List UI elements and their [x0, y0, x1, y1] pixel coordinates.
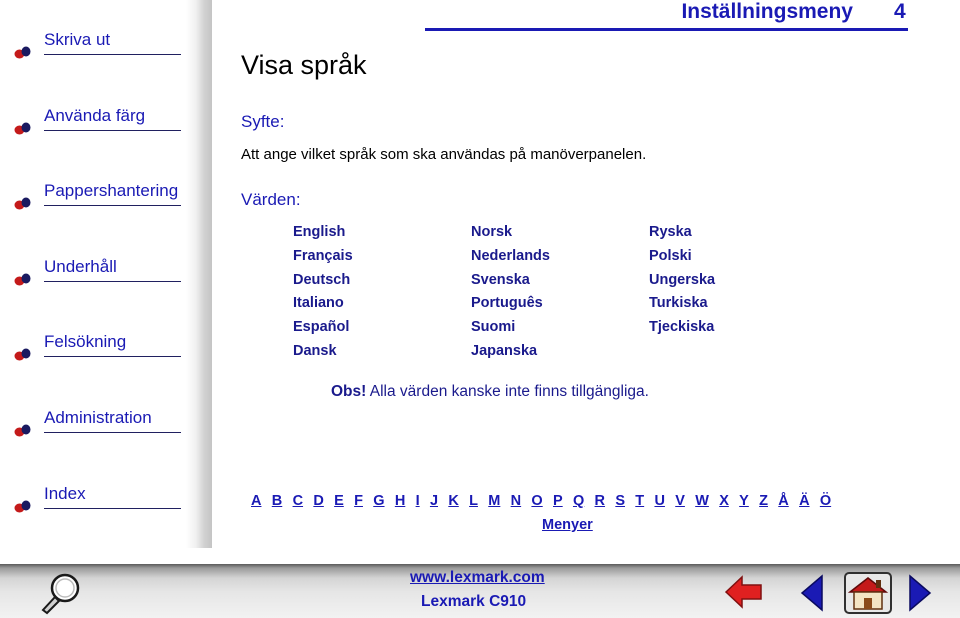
- divider: [44, 356, 181, 357]
- sidebar-item-label[interactable]: Pappershantering: [44, 181, 179, 200]
- alphabet-link[interactable]: X: [719, 493, 729, 509]
- alphabet-link[interactable]: Y: [739, 493, 749, 509]
- language-item: Tjeckiska: [649, 319, 715, 336]
- sidebar-item-label[interactable]: Använda färg: [44, 106, 146, 125]
- alphabet-link[interactable]: V: [675, 493, 685, 509]
- alphabet-link[interactable]: Q: [572, 493, 585, 509]
- alphabet-link[interactable]: S: [615, 493, 625, 509]
- language-item: Japanska: [471, 342, 538, 359]
- divider: [44, 130, 181, 131]
- alphabet-link[interactable]: Å: [778, 493, 789, 509]
- alphabet-link[interactable]: F: [354, 493, 363, 509]
- alphabet-link[interactable]: K: [448, 493, 459, 509]
- values-heading: Värden:: [241, 190, 301, 209]
- alphabet-link[interactable]: A: [251, 493, 262, 509]
- language-item: Español: [293, 319, 350, 336]
- bullet-icon: [14, 423, 31, 438]
- alphabet-link[interactable]: U: [654, 493, 665, 509]
- sidebar-item-maintenance[interactable]: [14, 257, 182, 287]
- language-item: Português: [471, 295, 543, 312]
- alphabet-link[interactable]: J: [429, 493, 439, 509]
- sidebar-item-print[interactable]: [14, 30, 182, 60]
- alphabet-link[interactable]: R: [594, 493, 606, 509]
- sidebar-item-color[interactable]: [14, 106, 182, 136]
- bullet-icon: [14, 499, 31, 514]
- product-name: Lexmark C910: [421, 593, 527, 610]
- language-item: Ryska: [649, 224, 692, 240]
- language-item: Polski: [649, 247, 692, 264]
- language-column-3: [649, 224, 715, 343]
- magnifier-icon[interactable]: [38, 570, 86, 616]
- alphabet-link[interactable]: T: [635, 493, 645, 509]
- divider: [44, 432, 181, 433]
- sidebar: [0, 0, 212, 548]
- alphabet-link[interactable]: E: [334, 493, 344, 509]
- divider: [44, 205, 181, 206]
- language-item: Dansk: [293, 342, 337, 359]
- sidebar-item-label[interactable]: Felsökning: [44, 332, 127, 351]
- language-item: Norsk: [471, 224, 513, 240]
- note: [331, 383, 649, 401]
- language-item: Suomi: [471, 319, 516, 336]
- language-item: English: [293, 224, 346, 240]
- sidebar-item-label[interactable]: Administration: [44, 408, 152, 427]
- alphabet-link[interactable]: N: [510, 493, 522, 509]
- bullet-icon: [14, 45, 31, 60]
- page-title: Visa språk: [241, 50, 367, 80]
- alphabet-link[interactable]: M: [488, 493, 501, 509]
- alphabet-link[interactable]: W: [695, 493, 709, 509]
- bullet-icon: [14, 196, 31, 211]
- sidebar-item-administration[interactable]: [14, 408, 182, 438]
- alphabet-link[interactable]: Ä: [799, 493, 810, 509]
- purpose-heading: Syfte:: [241, 112, 285, 131]
- alphabet-link[interactable]: I: [415, 493, 420, 509]
- language-item: Ungerska: [649, 271, 716, 288]
- alphabet-link[interactable]: P: [553, 493, 563, 509]
- header-divider: [425, 28, 908, 31]
- language-item: Turkiska: [649, 295, 708, 312]
- sidebar-item-paper-handling[interactable]: [14, 181, 182, 211]
- alphabet-link[interactable]: B: [271, 493, 283, 509]
- alphabet-link[interactable]: D: [313, 493, 324, 509]
- sidebar-item-label[interactable]: Underhåll: [44, 257, 117, 276]
- language-item: Italiano: [293, 295, 344, 312]
- alphabet-link[interactable]: O: [531, 493, 543, 509]
- alphabet-link[interactable]: C: [292, 493, 304, 509]
- divider: [44, 54, 181, 55]
- website-link[interactable]: www.lexmark.com: [410, 569, 545, 586]
- divider: [44, 281, 181, 282]
- sidebar-item-label[interactable]: Skriva ut: [44, 30, 111, 49]
- alphabet-link[interactable]: H: [394, 493, 406, 509]
- language-column-1: [293, 224, 353, 367]
- alphabet-link[interactable]: Z: [759, 493, 768, 509]
- chapter-title: Inställningsmeny: [681, 0, 853, 23]
- alphabet-link[interactable]: L: [469, 493, 478, 509]
- bullet-icon: [14, 347, 31, 362]
- alphabet-index: [251, 493, 841, 513]
- house-icon[interactable]: [842, 570, 894, 616]
- bullet-icon: [14, 272, 31, 287]
- language-item: Nederlands: [471, 247, 550, 264]
- alphabet-link[interactable]: G: [373, 493, 385, 509]
- language-column-2: [471, 224, 550, 367]
- triangle-right-icon[interactable]: [907, 574, 933, 612]
- divider: [44, 508, 181, 509]
- red-arrow-left-icon[interactable]: [724, 574, 764, 610]
- menus-link[interactable]: Menyer: [542, 517, 593, 533]
- language-item: Svenska: [471, 271, 530, 288]
- sidebar-item-troubleshooting[interactable]: [14, 332, 182, 362]
- alphabet-link[interactable]: Ö: [819, 493, 832, 509]
- sidebar-item-label[interactable]: Index: [44, 484, 86, 503]
- page-number: 4: [894, 0, 906, 23]
- triangle-left-icon[interactable]: [799, 574, 825, 612]
- bullet-icon: [14, 121, 31, 136]
- language-item: Français: [293, 247, 353, 264]
- language-item: Deutsch: [293, 271, 351, 288]
- sidebar-item-index[interactable]: [14, 484, 182, 514]
- note-label: Obs!: [331, 383, 367, 400]
- purpose-text: Att ange vilket språk som ska användas på manöverpanelen.: [241, 146, 647, 163]
- note-text: Alla värden kanske inte finns tillgängliga.: [366, 383, 649, 400]
